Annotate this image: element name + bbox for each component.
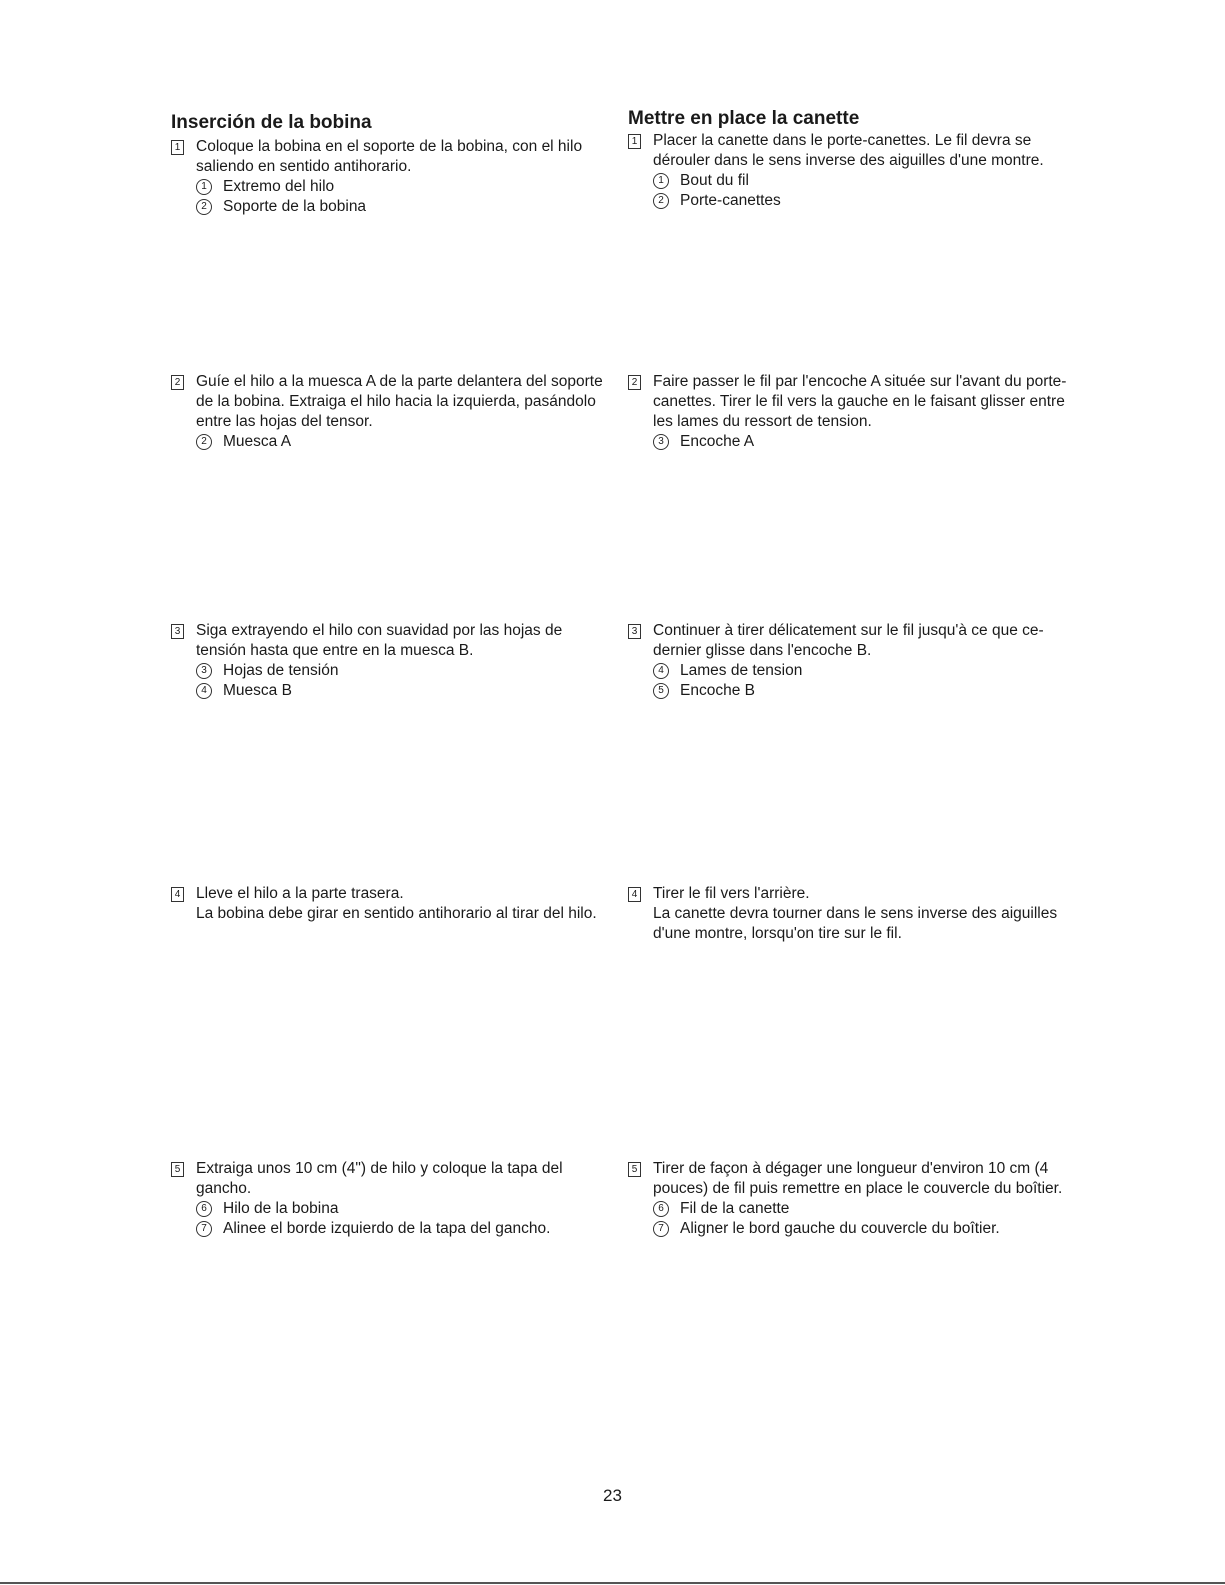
step-number-box: 2 [171, 375, 184, 390]
step-number-box: 4 [171, 887, 184, 902]
callout-number: 7 [196, 1221, 212, 1237]
es-step-4 [171, 884, 611, 924]
section-title-es: Inserción de la bobina [171, 112, 372, 133]
callout-label: Lames de tension [680, 662, 803, 679]
step-text: Tirer de façon à dégager une longueur d'environ 10 cm (4 pouces) de fil puis remettre en place le couvercle du boîtier. [653, 1160, 1063, 1197]
fr-step-5 [628, 1159, 1078, 1239]
callout-number: 2 [196, 434, 212, 450]
callout-number: 1 [196, 179, 212, 195]
callout-label: Extremo del hilo [223, 178, 335, 195]
fr-step-2 [628, 372, 1078, 452]
fr-step-4 [628, 884, 1078, 944]
step-number-box: 2 [628, 375, 641, 390]
callout-number: 7 [653, 1221, 669, 1237]
callout-number: 4 [196, 683, 212, 699]
step-number-box: 4 [628, 887, 641, 902]
callout-label: Muesca B [223, 682, 292, 699]
spanish-title-block [171, 112, 611, 138]
callout-number: 6 [196, 1201, 212, 1217]
fr-step-1 [628, 131, 1078, 211]
callout-number: 2 [196, 199, 212, 215]
step-number-box: 1 [171, 140, 184, 155]
callout-number: 5 [653, 683, 669, 699]
step-text: Lleve el hilo a la parte trasera. [196, 885, 404, 902]
callout-label: Aligner le bord gauche du couvercle du boîtier. [680, 1220, 1000, 1237]
es-step-2 [171, 372, 611, 452]
step-text: Extraiga unos 10 cm (4") de hilo y coloque la tapa del gancho. [196, 1160, 563, 1197]
step-text: Faire passer le fil par l'encoche A située sur l'avant du porte-canettes. Tirer le fil vers la gauche en le faisant glisser entre les lames du ressort de tension. [653, 373, 1067, 430]
callout-label: Muesca A [223, 433, 292, 450]
step-number-box: 5 [628, 1162, 641, 1177]
callout-label: Porte-canettes [680, 192, 781, 209]
callout-label: Soporte de la bobina [223, 198, 367, 215]
step-text: Continuer à tirer délicatement sur le fil jusqu'à ce que ce-dernier glisse dans l'encoche B. [653, 622, 1044, 659]
step-text: Tirer le fil vers l'arrière. [653, 885, 810, 902]
step-extra-text: La canette devra tourner dans le sens inverse des aiguilles d'une montre, lorsqu'on tire sur le fil. [653, 905, 1058, 942]
callout-number: 2 [653, 193, 669, 209]
callout-label: Hojas de tensión [223, 662, 339, 679]
step-text: Placer la canette dans le porte-canettes. Le fil devra se dérouler dans le sens inverse des aiguilles d'une montre. [653, 132, 1044, 169]
section-title-fr: Mettre en place la canette [628, 108, 860, 129]
es-step-3 [171, 621, 611, 701]
callout-label: Fil de la canette [680, 1200, 790, 1217]
step-text: Guíe el hilo a la muesca A de la parte delantera del soporte de la bobina. Extraiga el hilo hacia la izquierda, pasándolo entre las hojas del tensor. [196, 373, 603, 430]
step-number-box: 3 [628, 624, 641, 639]
callout-label: Bout du fil [680, 172, 749, 189]
es-step-1 [171, 137, 611, 217]
fr-step-3 [628, 621, 1078, 701]
callout-number: 4 [653, 663, 669, 679]
callout-label: Hilo de la bobina [223, 1200, 339, 1217]
callout-label: Encoche A [680, 433, 755, 450]
callout-label: Encoche B [680, 682, 755, 699]
callout-number: 3 [653, 434, 669, 450]
callout-label: Alinee el borde izquierdo de la tapa del gancho. [223, 1220, 551, 1237]
page-bottom-rule [0, 1582, 1225, 1584]
step-number-box: 3 [171, 624, 184, 639]
es-step-5 [171, 1159, 611, 1239]
callout-number: 3 [196, 663, 212, 679]
step-number-box: 5 [171, 1162, 184, 1177]
callout-number: 6 [653, 1201, 669, 1217]
step-number-box: 1 [628, 134, 641, 149]
step-extra-text: La bobina debe girar en sentido antihorario al tirar del hilo. [196, 905, 597, 922]
step-text: Coloque la bobina en el soporte de la bobina, con el hilo saliendo en sentido antihorario. [196, 138, 583, 175]
callout-number: 1 [653, 173, 669, 189]
step-text: Siga extrayendo el hilo con suavidad por las hojas de tensión hasta que entre en la muesca B. [196, 622, 563, 659]
page-number: 23 [603, 1486, 622, 1505]
